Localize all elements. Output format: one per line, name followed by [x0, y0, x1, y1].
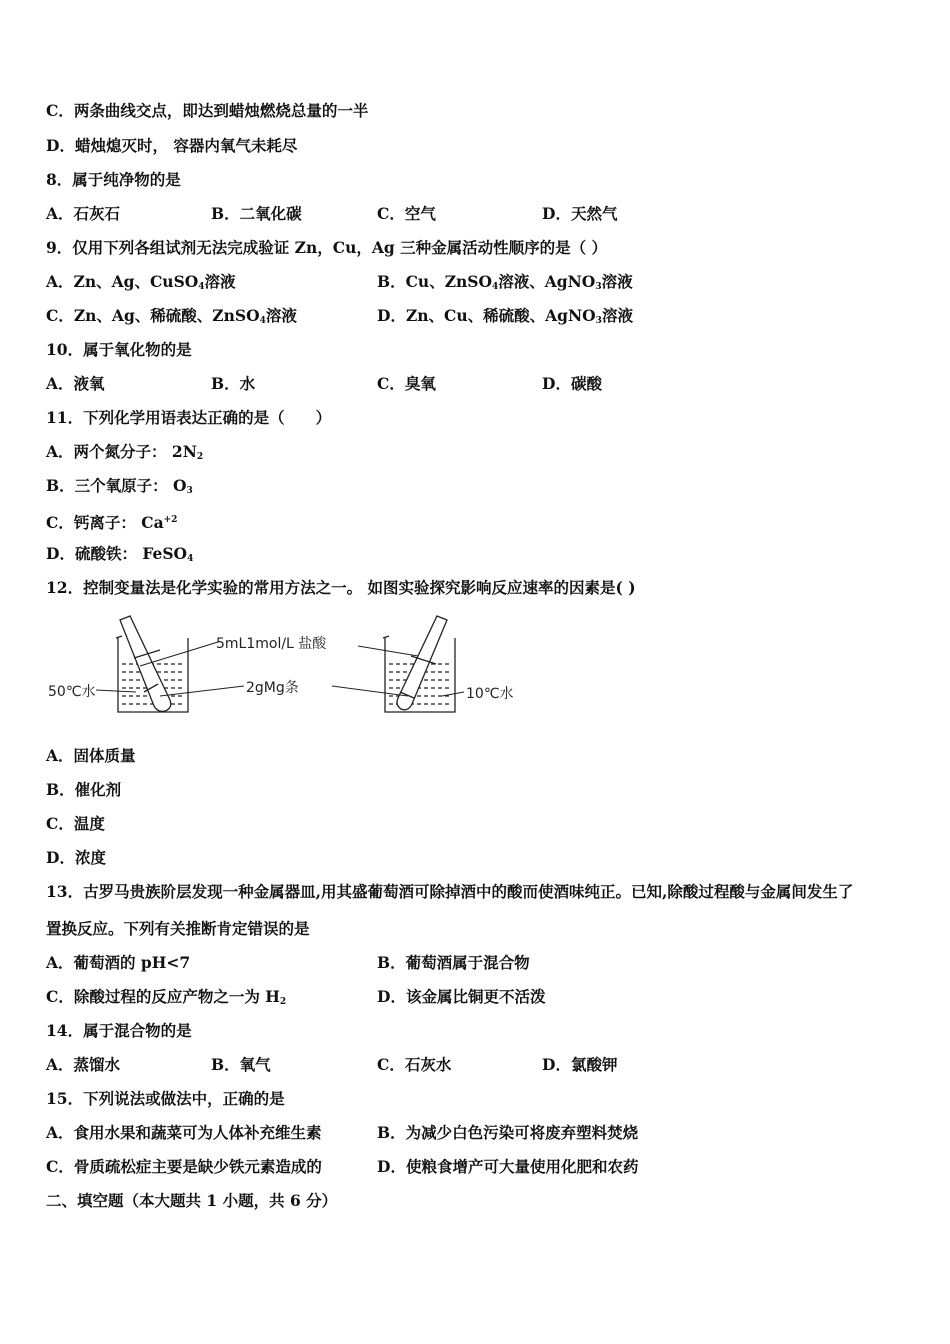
q10-stem: 10．属于氧化物的是 — [46, 340, 192, 359]
q10-option-d: D．碳酸 — [542, 374, 602, 393]
q9-c-post: 溶液 — [265, 306, 297, 325]
q9-d-post: 溶液 — [601, 306, 633, 325]
q9-b-sub: 4 — [492, 282, 499, 292]
q9-a-post: 溶液 — [204, 272, 236, 291]
q11-b-text: B．三个氧原子： O — [46, 476, 187, 495]
q9-d-sub: 3 — [595, 316, 602, 326]
q9-b-sub2: 3 — [595, 282, 602, 292]
q8-stem: 8．属于纯净物的是 — [46, 170, 181, 189]
q13-option-c — [46, 987, 286, 1012]
q9-option-d — [377, 306, 633, 331]
left-water-label: 50℃水 — [48, 684, 96, 700]
q9-b-post: 溶液 — [601, 272, 633, 291]
left-test-tube — [120, 616, 171, 711]
q15-option-d: D．使粮食增产可大量使用化肥和农药 — [377, 1157, 639, 1176]
q14-option-c: C．石灰水 — [377, 1055, 452, 1074]
q13-c-text: C．除酸过程的反应产物之一为 H — [46, 987, 280, 1006]
q14-option-a: A．蒸馏水 — [46, 1055, 121, 1074]
q11-d-sub: 4 — [187, 554, 194, 564]
q11-stem: 11．下列化学用语表达正确的是（ ） — [46, 408, 332, 427]
q11-c-text: C．钙离子： Ca — [46, 513, 164, 532]
q9-a-text: A．Zn、Ag、CuSO — [46, 272, 199, 291]
q12-option-b: B．催化剂 — [46, 780, 122, 799]
q12-stem: 12．控制变量法是化学实验的常用方法之一。 如图实验探究影响反应速率的因素是( ) — [46, 578, 636, 597]
q12-experiment-figure — [40, 612, 540, 724]
q9-option-a — [46, 272, 236, 297]
q11-c-sup: +2 — [163, 515, 178, 525]
q9-stem: 9．仅用下列各组试剂无法完成验证 Zn，Cu，Ag 三种金属活动性顺序的是（ ） — [46, 238, 608, 257]
q7-option-d: D．蜡烛熄灭时， 容器内氧气未耗尽 — [46, 136, 298, 155]
q13-option-b: B．葡萄酒属于混合物 — [377, 953, 530, 972]
q8-option-c: C．空气 — [377, 204, 436, 223]
q13-stem-line1: 13．古罗马贵族阶层发现一种金属器皿,用其盛葡萄酒可除掉酒中的酸而使酒味纯正。已知,除酸过程酸与金属间发生了 — [46, 882, 854, 901]
q11-a-sub: 2 — [196, 452, 204, 462]
right-water-label: 10℃水 — [466, 686, 514, 702]
q10-option-c: C．臭氧 — [377, 374, 436, 393]
q15-option-c: C．骨质疏松症主要是缺少铁元素造成的 — [46, 1157, 322, 1176]
q12-option-d: D．浓度 — [46, 848, 106, 867]
q11-a-text: A．两个氮分子： 2N — [46, 442, 197, 461]
q9-b-text: B．Cu、ZnSO — [377, 272, 492, 291]
q9-c-text: C．Zn、Ag、稀硫酸、ZnSO — [46, 306, 260, 325]
q11-option-d — [46, 544, 193, 569]
q9-d-text: D．Zn、Cu、稀硫酸、AgNO — [377, 306, 596, 325]
q13-option-d: D．该金属比铜更不活泼 — [377, 987, 546, 1006]
q8-option-a: A．石灰石 — [46, 204, 121, 223]
q8-option-d: D．天然气 — [542, 204, 618, 223]
acid-label: 5mL1mol/L 盐酸 — [216, 636, 327, 652]
q12-option-c: C．温度 — [46, 814, 105, 833]
q11-option-b — [46, 476, 193, 501]
q9-c-sub: 4 — [259, 316, 266, 326]
q13-option-a: A．葡萄酒的 pH<7 — [46, 953, 191, 972]
q15-option-b: B．为减少白色污染可将废弃塑料焚烧 — [377, 1123, 639, 1142]
q9-b-mid: 溶液、AgNO — [498, 272, 596, 291]
q11-d-text: D．硫酸铁： FeSO — [46, 544, 188, 563]
q8-option-b: B．二氧化碳 — [211, 204, 302, 223]
mg-label: 2gMg条 — [246, 680, 299, 696]
q15-option-a: A．食用水果和蔬菜可为人体补充维生素 — [46, 1123, 322, 1142]
q9-option-c — [46, 306, 297, 331]
q13-stem-line2: 置换反应。下列有关推断肯定错误的是 — [46, 919, 310, 938]
q13-c-sub: 2 — [279, 997, 287, 1007]
q11-option-c — [46, 510, 177, 533]
q15-stem: 15．下列说法或做法中，正确的是 — [46, 1089, 285, 1108]
q7-option-c: C．两条曲线交点，即达到蜡烛燃烧总量的一半 — [46, 101, 369, 120]
q10-option-b: B．水 — [211, 374, 256, 393]
q9-a-sub: 4 — [198, 282, 205, 292]
q12-option-a: A．固体质量 — [46, 746, 136, 765]
q14-stem: 14．属于混合物的是 — [46, 1021, 192, 1040]
section-2-heading: 二、填空题（本大题共 1 小题，共 6 分） — [46, 1191, 338, 1210]
q11-option-a — [46, 442, 203, 467]
q9-option-b — [377, 272, 633, 297]
q11-b-sub: 3 — [186, 486, 193, 496]
q10-option-a: A．液氧 — [46, 374, 105, 393]
q14-option-d: D．氯酸钾 — [542, 1055, 618, 1074]
q14-option-b: B．氧气 — [211, 1055, 271, 1074]
